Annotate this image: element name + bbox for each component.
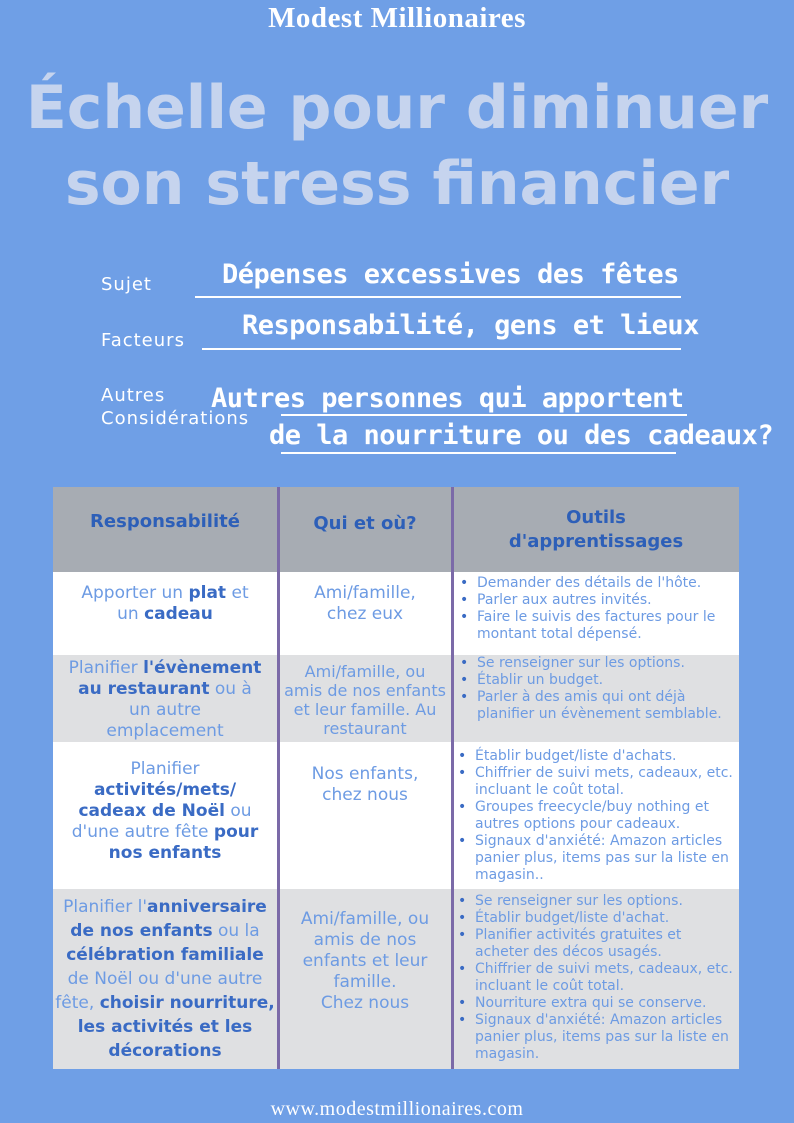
list-item: • Chiffrier de suivi mets, cadeaux, etc. incluant le coût total. — [453, 765, 739, 799]
facteurs-value: Responsabilité, gens et lieux — [242, 310, 699, 341]
header-responsabilite: Responsabilité — [90, 511, 240, 532]
table-row — [53, 889, 739, 1069]
row1-outils — [455, 575, 739, 643]
row1-qui-et-ou: Ami/famille, chez eux — [314, 583, 416, 624]
row4-responsabilite: Planifier l'anniversaire de nos enfants ou la célébration familiale de Noël ou d'une autre fête, choisir nourriture, les activités et les décorations — [55, 897, 275, 1061]
list-item: • Planifier activités gratuites et acheter des décos usagés. — [453, 927, 739, 961]
list-item: • Signaux d'anxiété: Amazon articles panier plus, items pas sur la liste en magasin.. — [453, 833, 739, 884]
title-line-1: Échelle pour diminuer — [25, 73, 769, 143]
row1-responsabilite: Apporter un plat et un cadeau — [81, 583, 249, 624]
list-item: • Établir budget/liste d'achat. — [453, 910, 739, 927]
footer-url[interactable]: www.modestmillionaires.com — [270, 1098, 524, 1120]
column-divider-2 — [451, 487, 454, 1069]
list-item: • Établir budget/liste d'achats. — [453, 748, 739, 765]
list-item: • Parler à des amis qui ont déjà planifier un évènement semblable. — [455, 689, 739, 723]
list-item: • Nourriture extra qui se conserve. — [453, 995, 739, 1012]
column-divider-1 — [277, 487, 280, 1069]
row3-responsabilite: Planifier activités/mets/ cadeax de Noël ou d'une autre fête pour nos enfants — [71, 759, 259, 863]
list-item: • Groupes freecycle/buy nothing et autres options pour cadeaux. — [453, 799, 739, 833]
autres-underline-1 — [281, 414, 687, 416]
header-qui-et-ou: Qui et où? — [313, 513, 417, 534]
facteurs-underline — [202, 348, 681, 350]
list-item: • Établir un budget. — [455, 672, 739, 689]
list-item: • Parler aux autres invités. — [455, 592, 739, 609]
row2-outils — [455, 655, 739, 723]
list-item: • Chiffrier de suivi mets, cadeaux, etc. incluant le coût total. — [453, 961, 739, 995]
row4-outils — [453, 893, 739, 1063]
autres-value-1: Autres personnes qui apportent — [211, 383, 684, 414]
autres-label-1: Autres — [101, 385, 166, 406]
sujet-value: Dépenses excessives des fêtes — [222, 259, 679, 290]
page-title — [0, 70, 794, 222]
sujet-label: Sujet — [101, 274, 152, 295]
table-header — [53, 487, 739, 572]
table-row — [53, 572, 739, 655]
row3-outils — [453, 748, 739, 884]
autres-label-2: Considérations — [101, 408, 250, 429]
row2-responsabilite: Planifier l'évènement au restaurant ou à un autre emplacement — [68, 658, 262, 741]
header-outils-line-2: d'apprentissages — [508, 531, 684, 552]
sujet-underline — [195, 296, 681, 298]
list-item: • Demander des détails de l'hôte. — [455, 575, 739, 592]
facteurs-label: Facteurs — [101, 330, 185, 351]
ladder-table — [53, 487, 739, 1069]
title-line-2: son stress financier — [64, 149, 730, 219]
list-item: • Se renseigner sur les options. — [453, 893, 739, 910]
row4-qui-et-ou: Ami/famille, ou amis de nos enfants et leur famille. Chez nous — [300, 909, 430, 1013]
table-row — [53, 742, 739, 889]
autres-value-2: de la nourriture ou des cadeaux? — [269, 420, 774, 451]
header-outils-line-1: Outils — [566, 507, 626, 528]
row2-qui-et-ou: Ami/famille, ou amis de nos enfants et leur famille. Au restaurant — [284, 662, 446, 738]
table-row — [53, 655, 739, 742]
list-item: • Se renseigner sur les options. — [455, 655, 739, 672]
autres-underline-2 — [281, 452, 676, 454]
row3-qui-et-ou: Nos enfants, chez nous — [311, 764, 419, 805]
list-item: • Faire le suivis des factures pour le montant total dépensé. — [455, 609, 739, 643]
list-item: • Signaux d'anxiété: Amazon articles panier plus, items pas sur la liste en magasin. — [453, 1012, 739, 1063]
header-outils — [453, 507, 739, 552]
brand-name: Modest Millionaires — [268, 2, 526, 34]
